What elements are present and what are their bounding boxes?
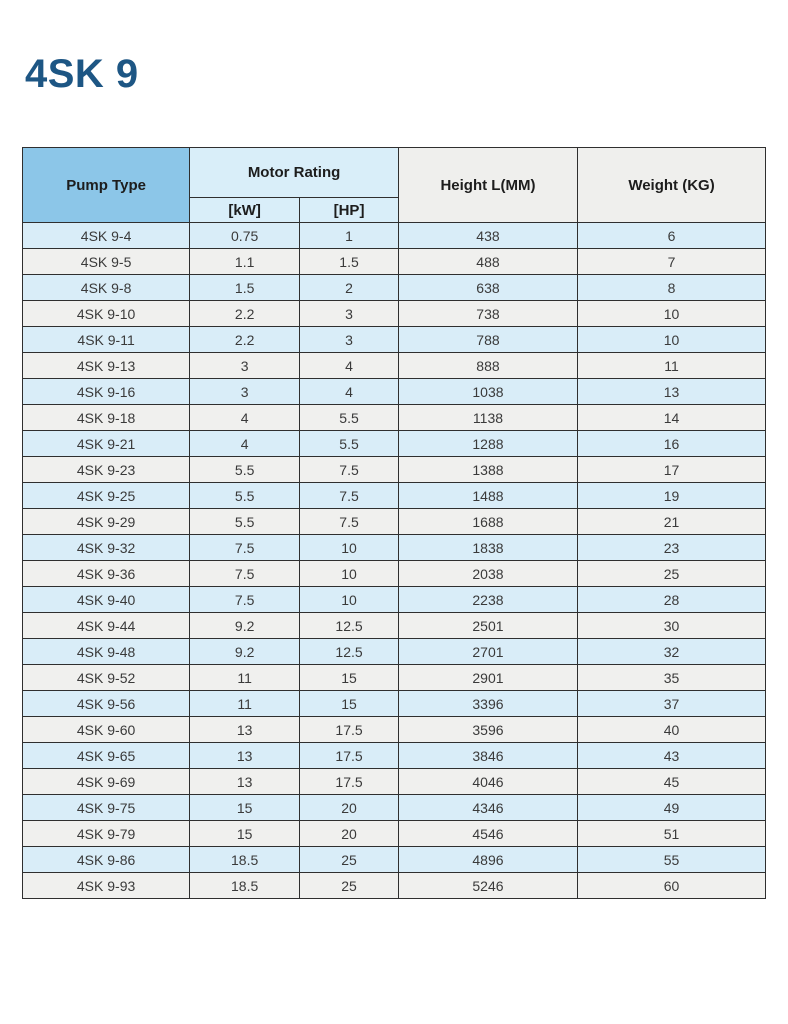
height-cell: 2701 — [398, 639, 577, 665]
weight-cell: 32 — [578, 639, 766, 665]
kw-cell: 13 — [190, 743, 300, 769]
weight-cell: 10 — [578, 301, 766, 327]
table-body — [23, 223, 766, 899]
pump-type-cell: 4SK 9-60 — [23, 717, 190, 743]
table-row — [23, 873, 766, 899]
table-row — [23, 613, 766, 639]
height-cell: 788 — [398, 327, 577, 353]
weight-cell: 17 — [578, 457, 766, 483]
table-row — [23, 509, 766, 535]
hp-cell: 17.5 — [300, 717, 399, 743]
height-cell: 1488 — [398, 483, 577, 509]
hp-cell: 20 — [300, 821, 399, 847]
table-row — [23, 223, 766, 249]
kw-cell: 5.5 — [190, 509, 300, 535]
pump-type-cell: 4SK 9-40 — [23, 587, 190, 613]
table-row — [23, 691, 766, 717]
kw-cell: 13 — [190, 717, 300, 743]
height-cell: 2038 — [398, 561, 577, 587]
pump-type-cell: 4SK 9-86 — [23, 847, 190, 873]
hp-cell: 4 — [300, 353, 399, 379]
kw-cell: 11 — [190, 665, 300, 691]
height-cell: 1688 — [398, 509, 577, 535]
page-title: 4SK 9 — [25, 52, 139, 96]
kw-cell: 0.75 — [190, 223, 300, 249]
weight-cell: 25 — [578, 561, 766, 587]
table-row — [23, 457, 766, 483]
hp-cell: 12.5 — [300, 639, 399, 665]
pump-type-cell: 4SK 9-5 — [23, 249, 190, 275]
pump-type-cell: 4SK 9-13 — [23, 353, 190, 379]
pump-spec-table — [22, 147, 766, 899]
kw-cell: 5.5 — [190, 483, 300, 509]
hp-cell: 10 — [300, 535, 399, 561]
height-cell: 738 — [398, 301, 577, 327]
hp-cell: 17.5 — [300, 769, 399, 795]
weight-cell: 10 — [578, 327, 766, 353]
weight-cell: 23 — [578, 535, 766, 561]
kw-cell: 1.5 — [190, 275, 300, 301]
pump-type-cell: 4SK 9-56 — [23, 691, 190, 717]
weight-cell: 28 — [578, 587, 766, 613]
weight-cell: 49 — [578, 795, 766, 821]
table-row — [23, 665, 766, 691]
hp-cell: 15 — [300, 691, 399, 717]
hp-cell: 1 — [300, 223, 399, 249]
table-row — [23, 431, 766, 457]
hp-cell: 2 — [300, 275, 399, 301]
height-cell: 4346 — [398, 795, 577, 821]
hp-cell: 7.5 — [300, 509, 399, 535]
weight-cell: 51 — [578, 821, 766, 847]
height-cell: 4546 — [398, 821, 577, 847]
table-row — [23, 743, 766, 769]
table-row — [23, 821, 766, 847]
pump-type-cell: 4SK 9-18 — [23, 405, 190, 431]
pump-type-cell: 4SK 9-8 — [23, 275, 190, 301]
kw-cell: 18.5 — [190, 847, 300, 873]
table-row — [23, 275, 766, 301]
hp-cell: 10 — [300, 587, 399, 613]
pump-type-cell: 4SK 9-93 — [23, 873, 190, 899]
pump-type-cell: 4SK 9-69 — [23, 769, 190, 795]
weight-cell: 16 — [578, 431, 766, 457]
table-row — [23, 249, 766, 275]
kw-cell: 3 — [190, 353, 300, 379]
hp-cell: 17.5 — [300, 743, 399, 769]
hp-cell: 25 — [300, 847, 399, 873]
hp-cell: 4 — [300, 379, 399, 405]
height-cell: 4046 — [398, 769, 577, 795]
kw-cell: 13 — [190, 769, 300, 795]
kw-cell: 2.2 — [190, 301, 300, 327]
height-cell: 3846 — [398, 743, 577, 769]
header-kw: [kW] — [190, 198, 300, 223]
table-row — [23, 795, 766, 821]
pump-type-cell: 4SK 9-79 — [23, 821, 190, 847]
hp-cell: 12.5 — [300, 613, 399, 639]
height-cell: 2238 — [398, 587, 577, 613]
table-row — [23, 587, 766, 613]
weight-cell: 40 — [578, 717, 766, 743]
table-row — [23, 639, 766, 665]
pump-type-cell: 4SK 9-25 — [23, 483, 190, 509]
weight-cell: 55 — [578, 847, 766, 873]
kw-cell: 1.1 — [190, 249, 300, 275]
pump-type-cell: 4SK 9-4 — [23, 223, 190, 249]
weight-cell: 30 — [578, 613, 766, 639]
weight-cell: 6 — [578, 223, 766, 249]
pump-type-cell: 4SK 9-11 — [23, 327, 190, 353]
table-row — [23, 483, 766, 509]
table-row — [23, 717, 766, 743]
header-height: Height L(MM) — [398, 148, 577, 223]
weight-cell: 19 — [578, 483, 766, 509]
table-row — [23, 327, 766, 353]
kw-cell: 9.2 — [190, 613, 300, 639]
hp-cell: 15 — [300, 665, 399, 691]
header-row-main — [23, 148, 766, 198]
kw-cell: 9.2 — [190, 639, 300, 665]
hp-cell: 5.5 — [300, 431, 399, 457]
weight-cell: 8 — [578, 275, 766, 301]
table-header — [23, 148, 766, 223]
pump-type-cell: 4SK 9-21 — [23, 431, 190, 457]
kw-cell: 5.5 — [190, 457, 300, 483]
kw-cell: 15 — [190, 821, 300, 847]
table-row — [23, 353, 766, 379]
pump-type-cell: 4SK 9-75 — [23, 795, 190, 821]
table-row — [23, 535, 766, 561]
height-cell: 1388 — [398, 457, 577, 483]
kw-cell: 4 — [190, 405, 300, 431]
weight-cell: 13 — [578, 379, 766, 405]
height-cell: 3396 — [398, 691, 577, 717]
table-row — [23, 847, 766, 873]
table-row — [23, 561, 766, 587]
weight-cell: 21 — [578, 509, 766, 535]
table-row — [23, 379, 766, 405]
height-cell: 1838 — [398, 535, 577, 561]
hp-cell: 5.5 — [300, 405, 399, 431]
height-cell: 488 — [398, 249, 577, 275]
height-cell: 438 — [398, 223, 577, 249]
weight-cell: 45 — [578, 769, 766, 795]
kw-cell: 7.5 — [190, 587, 300, 613]
weight-cell: 7 — [578, 249, 766, 275]
hp-cell: 7.5 — [300, 457, 399, 483]
kw-cell: 11 — [190, 691, 300, 717]
table-row — [23, 301, 766, 327]
hp-cell: 25 — [300, 873, 399, 899]
kw-cell: 2.2 — [190, 327, 300, 353]
hp-cell: 20 — [300, 795, 399, 821]
hp-cell: 10 — [300, 561, 399, 587]
kw-cell: 15 — [190, 795, 300, 821]
hp-cell: 3 — [300, 301, 399, 327]
height-cell: 1038 — [398, 379, 577, 405]
header-hp: [HP] — [300, 198, 399, 223]
hp-cell: 7.5 — [300, 483, 399, 509]
header-motor-rating: Motor Rating — [190, 148, 399, 198]
pump-type-cell: 4SK 9-23 — [23, 457, 190, 483]
height-cell: 2501 — [398, 613, 577, 639]
height-cell: 4896 — [398, 847, 577, 873]
header-weight: Weight (KG) — [578, 148, 766, 223]
table-row — [23, 405, 766, 431]
height-cell: 2901 — [398, 665, 577, 691]
kw-cell: 3 — [190, 379, 300, 405]
pump-type-cell: 4SK 9-10 — [23, 301, 190, 327]
pump-type-cell: 4SK 9-52 — [23, 665, 190, 691]
height-cell: 638 — [398, 275, 577, 301]
pump-type-cell: 4SK 9-32 — [23, 535, 190, 561]
weight-cell: 60 — [578, 873, 766, 899]
kw-cell: 4 — [190, 431, 300, 457]
hp-cell: 3 — [300, 327, 399, 353]
weight-cell: 37 — [578, 691, 766, 717]
height-cell: 1288 — [398, 431, 577, 457]
kw-cell: 18.5 — [190, 873, 300, 899]
pump-type-cell: 4SK 9-29 — [23, 509, 190, 535]
height-cell: 3596 — [398, 717, 577, 743]
pump-type-cell: 4SK 9-65 — [23, 743, 190, 769]
kw-cell: 7.5 — [190, 535, 300, 561]
height-cell: 1138 — [398, 405, 577, 431]
weight-cell: 14 — [578, 405, 766, 431]
header-pump-type: Pump Type — [23, 148, 190, 223]
weight-cell: 43 — [578, 743, 766, 769]
hp-cell: 1.5 — [300, 249, 399, 275]
height-cell: 5246 — [398, 873, 577, 899]
weight-cell: 35 — [578, 665, 766, 691]
pump-type-cell: 4SK 9-16 — [23, 379, 190, 405]
weight-cell: 11 — [578, 353, 766, 379]
pump-type-cell: 4SK 9-36 — [23, 561, 190, 587]
kw-cell: 7.5 — [190, 561, 300, 587]
pump-type-cell: 4SK 9-44 — [23, 613, 190, 639]
height-cell: 888 — [398, 353, 577, 379]
pump-type-cell: 4SK 9-48 — [23, 639, 190, 665]
table-row — [23, 769, 766, 795]
